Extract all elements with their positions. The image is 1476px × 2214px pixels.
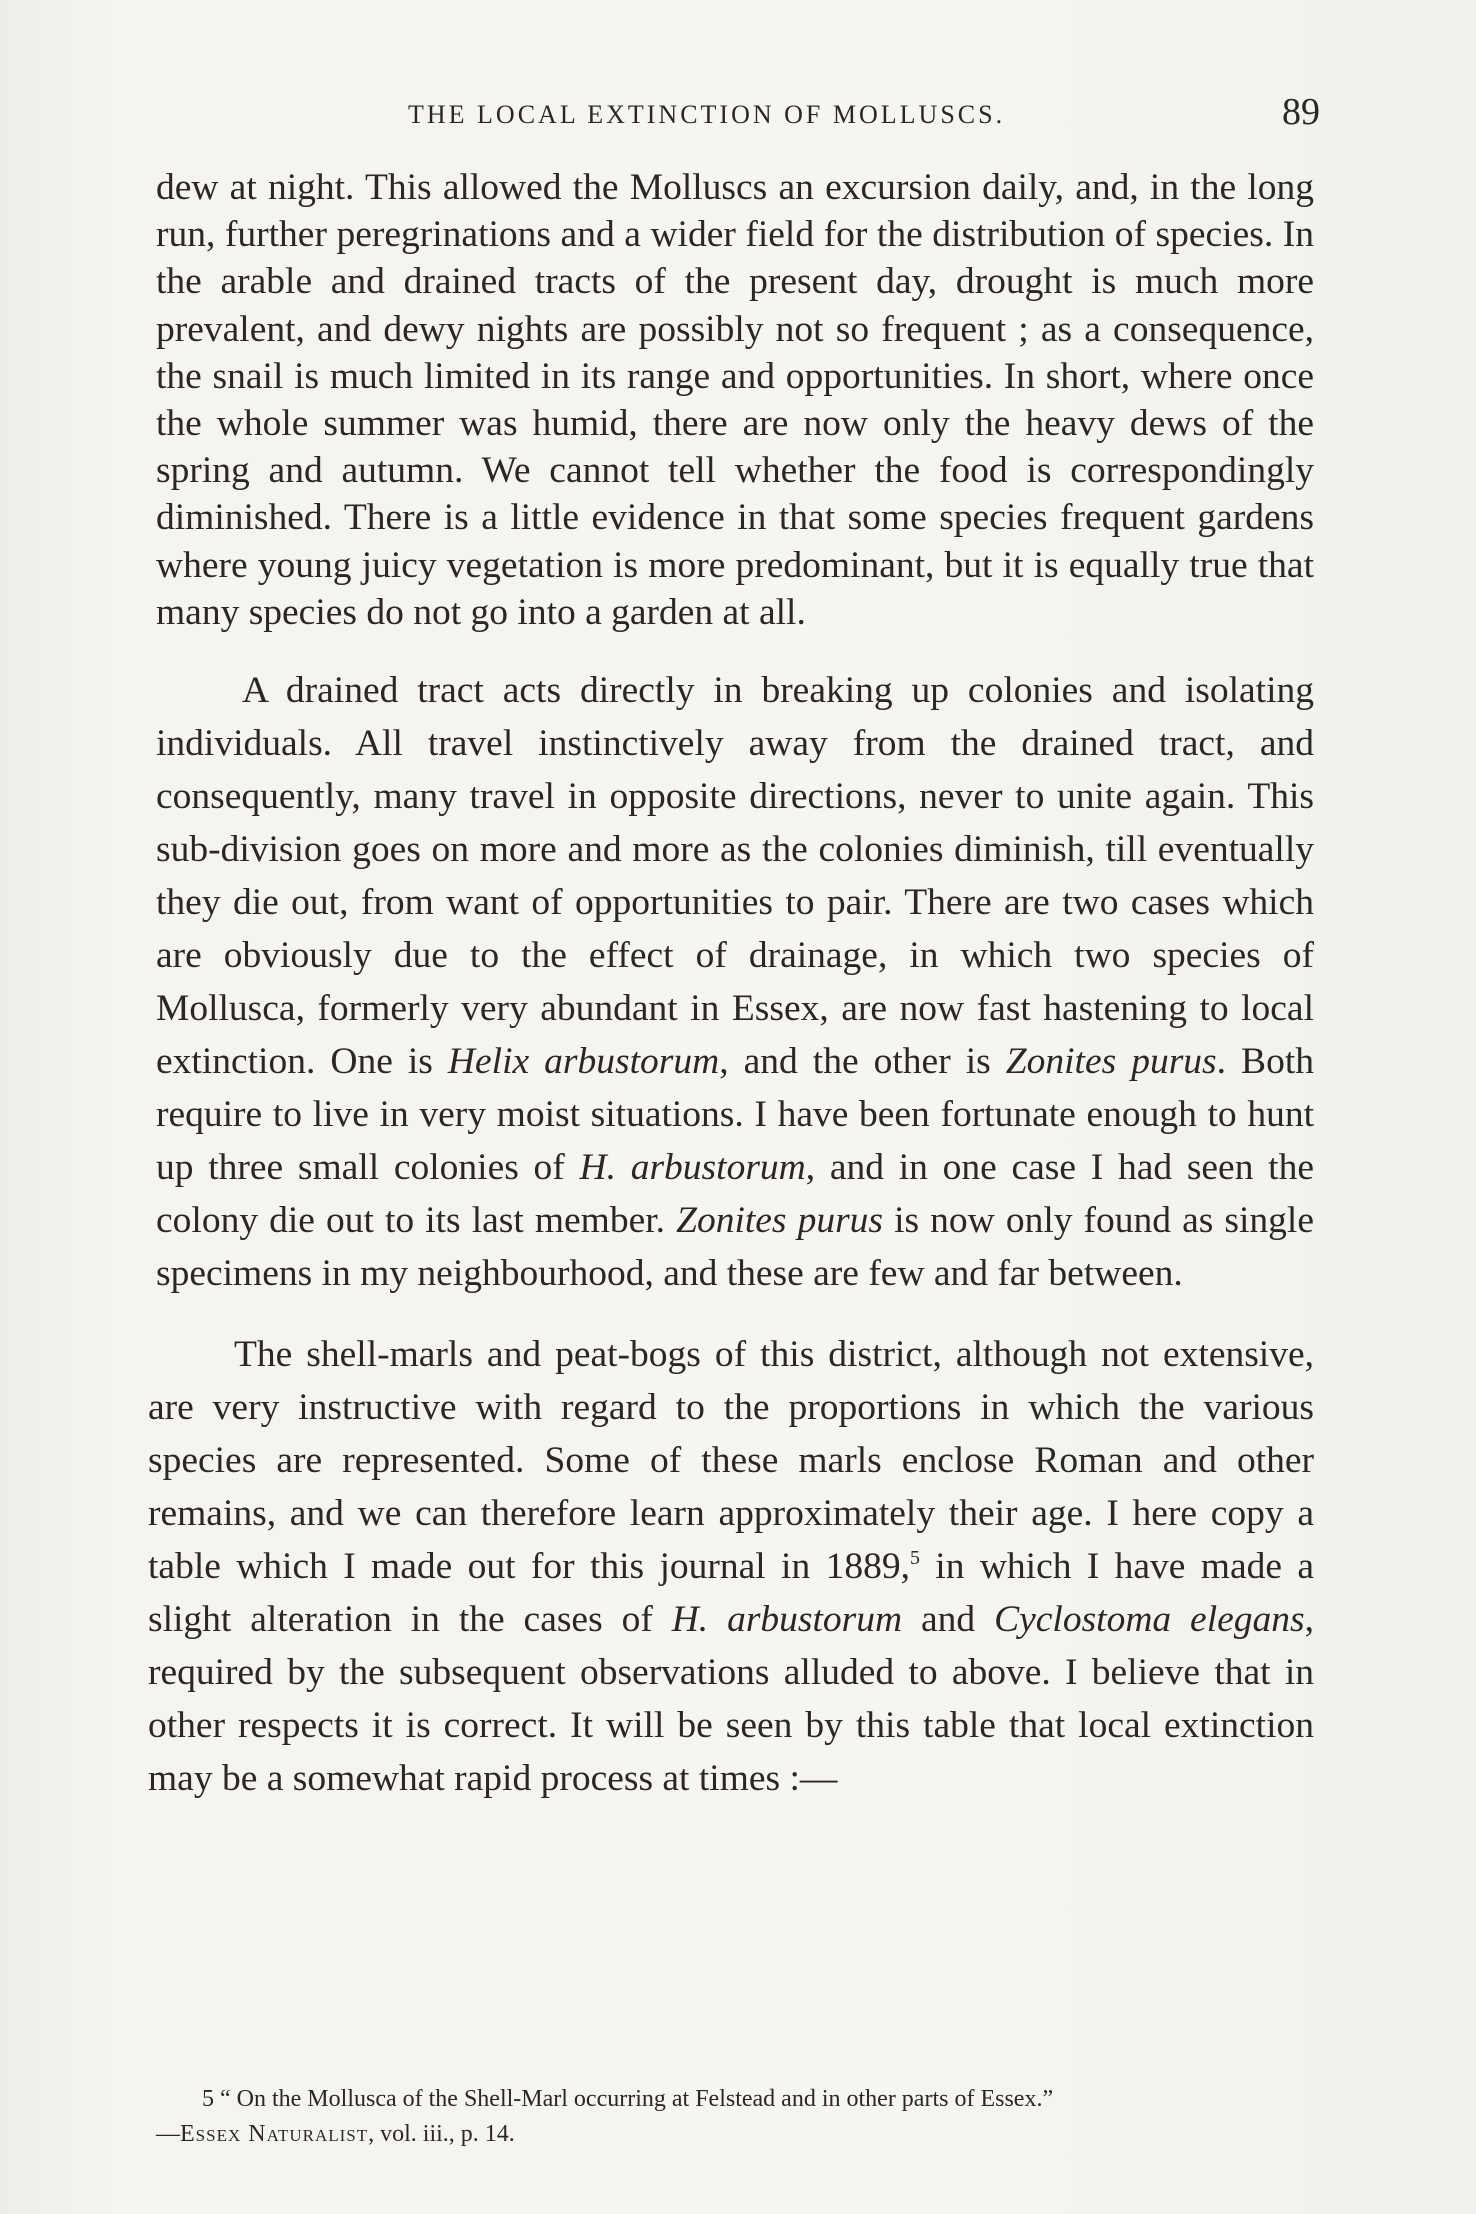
footnote-citation: , vol. iii., p. 14.: [368, 2121, 515, 2147]
paragraph-1: dew at night. This allowed the Molluscs an excursion daily, and, in the long run, further peregrinations and a wider field for the distribution of species. In the arable and drained tracts of the present day, drought is much more prevalent, and dewy nights are possibly not so frequent ; as a consequence, the snail is much limited in its range and opportunities. In short, where once the whole summer was humid, there are now only the heavy dews of the spring and autumn. We cannot tell whether the food is correspondingly diminished. There is a little evidence in that some species frequent gardens where young juicy vegetation is more predominant, but it is equally true that many species do not go into a garden at all.: [156, 167, 1314, 633]
footnote: [156, 2082, 1314, 2152]
species-cyclostoma-elegans: Cyclostoma elegans: [994, 1599, 1305, 1641]
species-h-arbustorum-2: H. arbustorum: [671, 1599, 903, 1641]
paragraph-3-text-c: and: [902, 1599, 995, 1641]
footnote-marker: 5: [202, 2086, 214, 2112]
species-h-arbustorum: H. arbustorum: [579, 1147, 806, 1189]
footnote-text: “ On the Mollusca of the Shell-Marl occurring at Felstead and in other parts of Essex.”: [220, 2086, 1054, 2112]
paragraph-3-text-b: in which I have made a slight alteration in the cases of: [148, 1546, 1314, 1641]
paragraph-3: [148, 1328, 1314, 1805]
running-title: THE LOCAL EXTINCTION OF MOLLUSCS.: [408, 100, 1006, 129]
paragraph-2-text-a: A drained tract acts directly in breaking up colonies and isolating individuals. All travel instinctively away from the drained tract, and consequently, many travel in opposite directions, never to unite again. This sub-division goes on more and more as the colonies diminish, till eventually they die out, from want of opportunities to pair. There are two cases which are obviously due to the effect of drainage, in which two species of Mollusca, formerly very abundant in Essex, are now fast hastening to local extinction. One is: [156, 670, 1314, 1083]
paragraph-3-text-a: The shell-marls and peat-bogs of this district, although not extensive, are very instructive with regard to the proportions in which the various species are represented. Some of these marls enclose Roman and other remains, and we can therefore learn approximately their age. I here copy a table which I made out for this journal in 1889,: [148, 1334, 1314, 1588]
footnote-line-2: [156, 2117, 1314, 2152]
footnote-journal: Essex Naturalist: [180, 2121, 369, 2147]
footnote-line-1: [156, 2082, 1314, 2117]
footnote-reference: 5: [909, 1547, 920, 1570]
species-zonites-purus: Zonites purus: [1005, 1041, 1217, 1083]
paragraph-2-text-d: , and in one case I had seen the colony die out to its last member.: [156, 1147, 1314, 1242]
paragraph-3-text-d: , required by the subsequent observations alluded to above. I believe that in other respects it is correct. It will be seen by this table that local extinction may be a somewhat rapid process at times :—: [148, 1599, 1314, 1800]
page-number: 89: [1282, 91, 1320, 133]
paragraph-2: [156, 664, 1314, 1300]
running-head: [150, 91, 1320, 136]
body-text: [148, 164, 1314, 1805]
paragraph-2-text-b: , and the other is: [719, 1041, 1006, 1083]
species-helix-arbustorum: Helix arbustorum: [447, 1041, 720, 1083]
paragraph-2-text-e: is now only found as single specimens in my neighbourhood, and these are few and far between.: [156, 1200, 1314, 1295]
species-zonites-purus-2: Zonites purus: [676, 1200, 884, 1242]
paragraph-2-text-c: . Both require to live in very moist situations. I have been fortunate enough to hunt up three small colonies of: [156, 1041, 1314, 1189]
footnote-dash: —: [156, 2121, 180, 2147]
